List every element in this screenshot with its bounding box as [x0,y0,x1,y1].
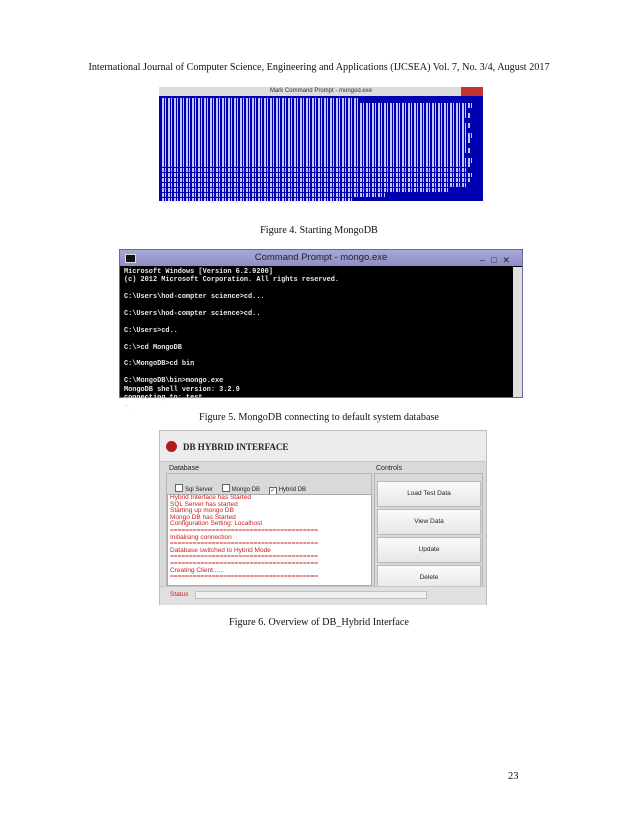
console-line-illegible [162,133,474,138]
console-line [124,318,518,326]
checkbox-icon[interactable] [175,484,183,492]
console-line-illegible [162,108,467,113]
log-line: ======================================= [170,540,319,548]
log-line: Database switched to Hybrid Mode [170,546,271,554]
console-line-illegible [162,148,470,153]
figure6-caption: Figure 6. Overview of DB_Hybrid Interface [229,617,409,628]
console-line: connecting to: test [124,394,203,403]
cmd-icon [125,254,136,263]
log-output [167,494,372,586]
status-label: Status [170,591,189,598]
console-line-illegible [162,163,470,168]
figure5-title-bar [120,250,522,266]
log-line: Creating Client...... [170,566,224,574]
console-line: C:\MongoDB>cd bin [124,360,195,369]
log-line: ======================================= [170,573,319,581]
console-line [124,369,518,377]
app-title: DB HYBRID INTERFACE [183,442,289,452]
scrollbar [513,267,522,397]
console-line [124,285,518,293]
option-hybrid-db[interactable]: ✓ Hybrid DB [270,487,307,494]
journal-header: International Journal of Computer Science, Engineering and Applications (IJCSEA) Vol. 7, No. 3/4, August 2017 [88,62,550,73]
figure4-mongod-console [159,87,483,201]
console-line-illegible [162,118,464,123]
console-line-illegible [162,193,385,198]
console-line: Microsoft Windows [Version 6.2.9200] [124,268,273,276]
console-line: > _ [124,402,137,411]
log-line: Configuration Setting: Localhost [170,520,263,528]
figure5-command-prompt [119,249,523,411]
figure5-console-output [120,266,522,413]
console-line [124,335,518,343]
log-line: Initialising connection [170,533,232,541]
view-data-button[interactable]: View Data [377,509,481,535]
figure4-window-title: Mark Command Prompt - mongod.exe [269,88,373,94]
console-line-illegible [162,198,353,203]
log-line: Hybrid Interface has Started [170,494,251,501]
page-number: 23 [508,771,519,782]
console-line-illegible [162,158,474,163]
controls-group-label: Controls [376,465,403,472]
console-line: C:\Users>cd.. [124,326,178,335]
figure4-title-bar [159,87,483,96]
console-line-illegible [162,123,470,128]
figure4-console-output [159,96,483,205]
checkbox-checked-icon[interactable]: ✓ [270,488,276,494]
console-line: C:\Users\hod-compter science>cd... [124,293,265,302]
console-line: (c) 2012 Microsoft Corporation. All rights reserved. [124,276,340,285]
console-line-illegible [162,188,448,193]
option-mongo-db[interactable]: Mongo DB [222,487,260,493]
figure4-caption: Figure 4. Starting MongoDB [260,225,378,236]
log-line: SQL Server has started [170,500,238,508]
console-line-illegible [162,143,467,148]
status-bar [160,586,486,605]
console-line-illegible [162,113,470,118]
status-progress [195,591,427,599]
console-line-illegible [162,178,470,183]
console-line: C:\>cd MongoDB [124,343,182,352]
console-line-illegible [162,168,467,173]
update-button[interactable]: Update [377,537,481,563]
database-group-label: Database [169,465,199,472]
console-line-illegible [162,98,359,103]
console-line-illegible [162,173,474,178]
figure6-db-hybrid-interface [159,430,487,605]
log-line: ======================================= [170,526,319,534]
console-line [124,302,518,310]
console-line: C:\MongoDB\bin>mongo.exe [124,377,224,386]
log-line: ======================================= [170,553,319,561]
console-line-illegible [162,128,467,133]
figure5-window-title: Command Prompt - mongo.exe [254,252,388,263]
load-test-data-button[interactable]: Load Test Data [377,481,481,507]
log-line: Mongo DB has Started [170,513,236,521]
figure5-caption: Figure 5. MongoDB connecting to default system database [199,412,439,423]
console-line-illegible [162,183,467,188]
log-line: ======================================= [170,559,319,567]
window-controls: –□✕ [480,255,516,265]
console-line: C:\Users\hod-compter science>cd.. [124,310,261,319]
delete-button[interactable]: Delete [377,565,481,591]
app-header [160,431,486,462]
option-sql-server[interactable]: Sql Server [175,487,213,493]
checkbox-icon[interactable] [222,484,230,492]
console-line-illegible [162,138,470,143]
console-line: MongoDB shell version: 3.2.9 [124,385,240,394]
close-icon [461,87,483,96]
app-logo-icon [166,441,177,452]
console-line-illegible [162,153,464,158]
log-line: Starting up mongo DB [170,507,234,515]
console-line-illegible [162,103,474,108]
console-line [124,352,518,360]
